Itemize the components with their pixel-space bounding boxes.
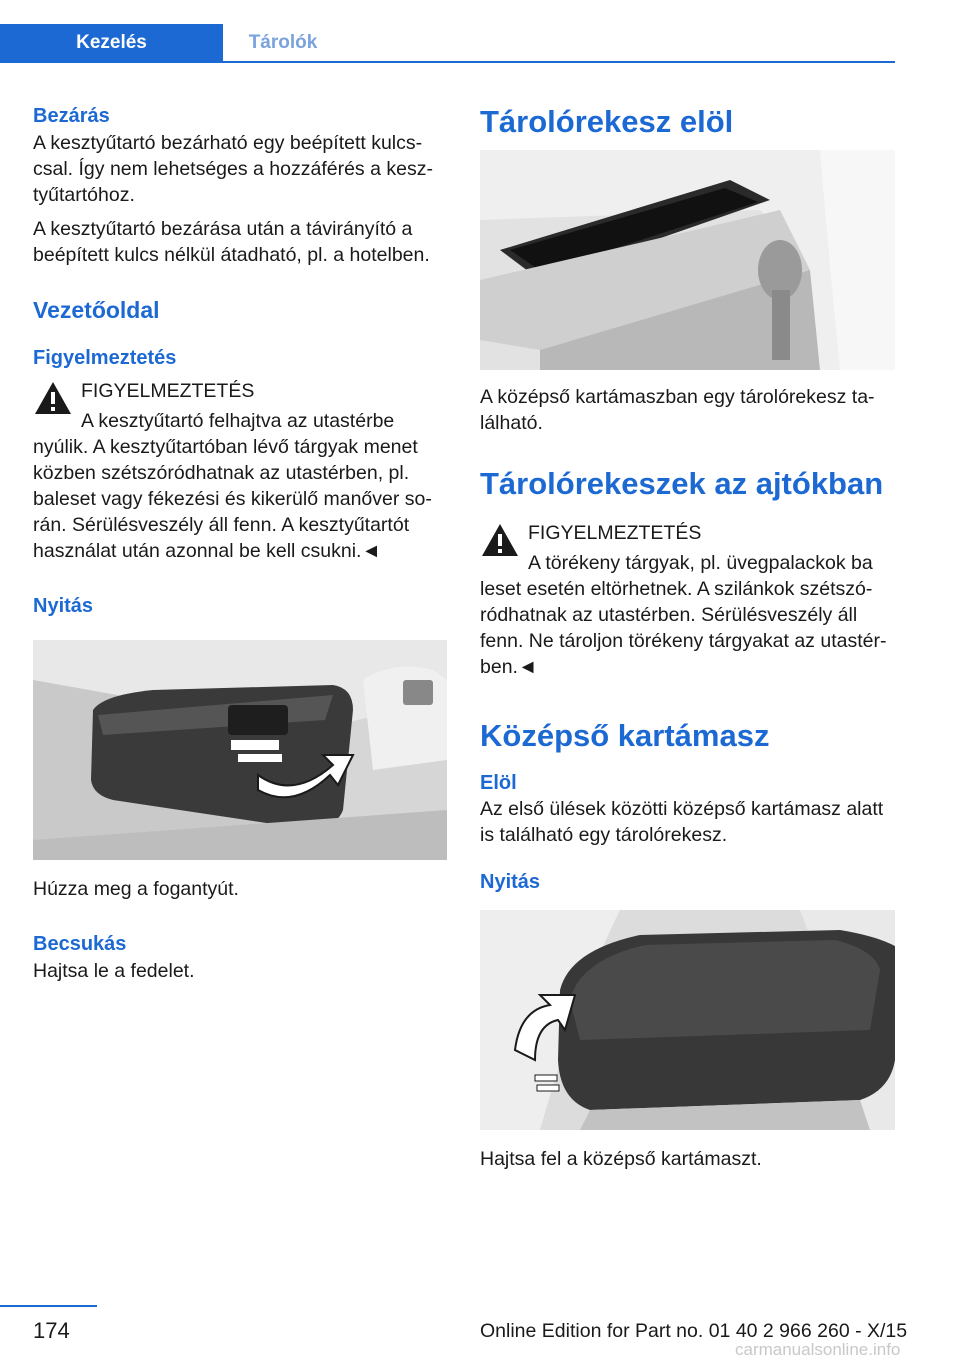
warning-triangle-icon	[33, 380, 73, 416]
lock-paragraph-2: A kesztyűtartó bezárása után a távirányító a beépített kulcs nélkül átadható, pl. a hotelben.	[33, 218, 430, 266]
left-column	[33, 102, 447, 984]
warning-heading: Figyelmeztetés	[33, 347, 177, 369]
front-sub-text: Az első ülések közötti középső kartámasz alatt is található egy tárolórekesz.	[480, 798, 884, 846]
header-tabs	[0, 24, 895, 62]
lock-heading: Bezárás	[33, 105, 110, 127]
warning-line1-right: A törékeny tárgyak, pl. üvegpalackok ba	[528, 552, 873, 574]
armrest-image	[480, 910, 895, 1130]
warning-line1-left: A kesztyűtartó felhajtva az utastérbe	[81, 410, 395, 432]
lock-paragraph-1: A kesztyűtartó bezárható egy beépített kulcscsal. Így nem lehetséges a hozzáférés a kesztyűtartóhoz.	[33, 132, 433, 206]
armrest-illustration	[480, 910, 895, 1130]
watermark: carmanualsonline.info	[735, 1340, 901, 1359]
glovebox-illustration	[33, 640, 447, 860]
tab-tarolok[interactable]: Tárolók	[248, 32, 318, 53]
warning-rest-right: leset esetén eltörhetnek. A szilánkok szétszóródhatnak az utastérben. Sérülésveszély áll fenn. Ne tároljon törékeny tárgyakat az utastérben.◄	[480, 578, 887, 678]
open-heading-left: Nyitás	[33, 595, 94, 617]
front-storage-illustration	[480, 150, 895, 370]
front-subheading: Elöl	[480, 772, 517, 794]
close-text: Hajtsa le a fedelet.	[33, 960, 195, 982]
edition-text: Online Edition for Part no. 01 40 2 966 260 - X/15	[480, 1320, 908, 1342]
glovebox-image	[33, 640, 447, 860]
door-storage-heading: Tárolórekeszek az ajtókban	[480, 466, 884, 501]
driver-side-heading: Vezetőoldal	[33, 297, 160, 323]
warning-block-left	[33, 378, 447, 564]
footer-divider	[0, 1305, 97, 1307]
page-number: 174	[33, 1318, 70, 1343]
warning-label-right: FIGYELMEZTETÉS	[528, 522, 702, 544]
front-storage-text: A középső kartámaszban egy tárolórekesz található.	[480, 386, 875, 434]
warning-triangle-icon	[480, 522, 520, 558]
header-divider	[0, 61, 895, 63]
warning-label-left: FIGYELMEZTETÉS	[81, 380, 255, 402]
tab-kezeles[interactable]: Kezelés	[0, 24, 223, 62]
front-storage-heading: Tárolórekesz elöl	[480, 104, 734, 139]
right-column	[480, 102, 895, 1172]
open-heading-right: Nyitás	[480, 871, 541, 893]
warning-block-right	[480, 520, 895, 680]
close-heading: Becsukás	[33, 933, 127, 955]
open-caption-right: Hajtsa fel a középső kartámaszt.	[480, 1148, 762, 1170]
armrest-heading: Középső kartámasz	[480, 718, 770, 753]
front-storage-image	[480, 150, 895, 370]
warning-rest-left: nyúlik. A kesztyűtartóban lévő tárgyak menet közben szétszóródhatnak az utastérben, pl. baleset vagy fékezési és kikerülő manőver során. Sérülésveszély áll fenn. A kesztyűtartót használat után azonnal be kell csukni.◄	[33, 436, 432, 562]
open-caption-left: Húzza meg a fogantyút.	[33, 878, 239, 900]
